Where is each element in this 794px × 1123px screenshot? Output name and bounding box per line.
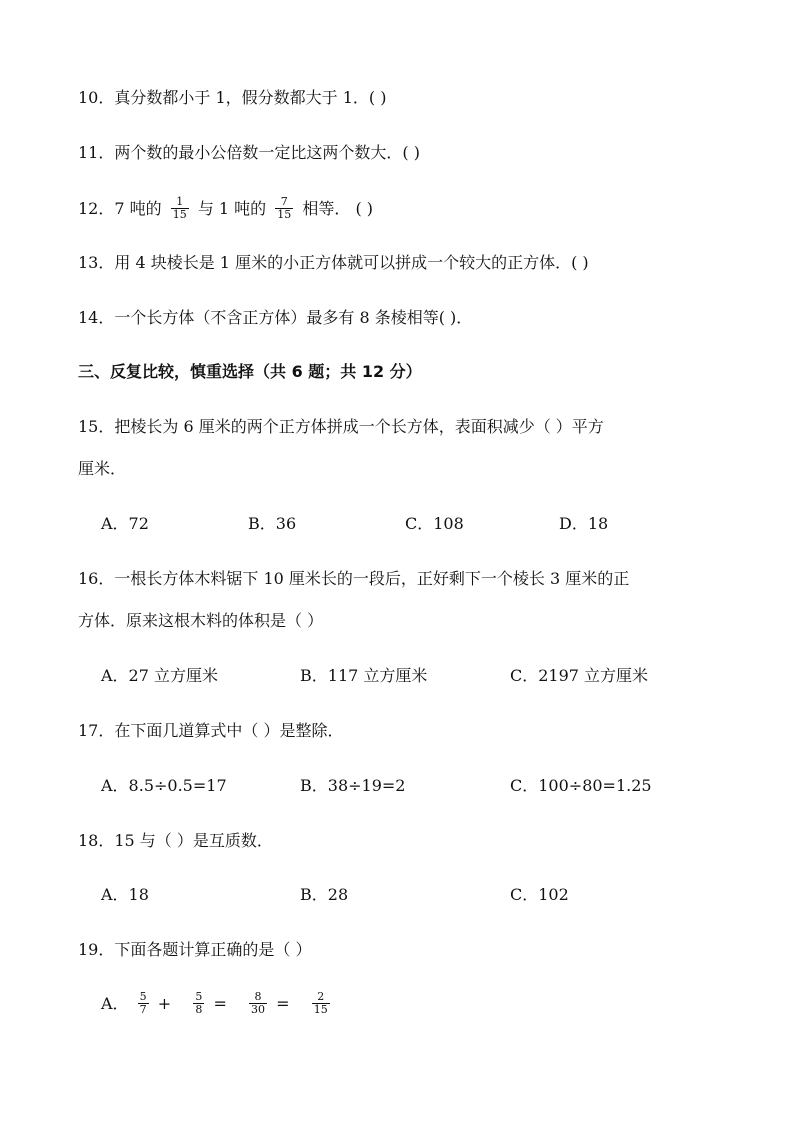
question-18: 18．15 与（ ）是互质数． [78, 831, 273, 850]
q19-a-fraction-2 [193, 991, 204, 1016]
q12-fraction-2 [275, 196, 293, 221]
question-16-line-2: 方体．原来这根木料的体积是（ ） [78, 611, 324, 630]
q19-a-fraction-4 [312, 991, 330, 1016]
q12-f2-num: 7 [280, 195, 288, 208]
question-15-line-1: 15．把棱长为 6 厘米的两个正方体拼成一个长方体，表面积减少（ ）平方 [78, 417, 604, 436]
q12-text-c: 相等． ( ) [302, 199, 374, 218]
q12-fraction-1 [171, 196, 189, 221]
question-13: 13．用 4 块棱长是 1 厘米的小正方体就可以拼成一个较大的正方体．( ) [78, 253, 589, 272]
question-16-line-1: 16．一根长方体木料锯下 10 厘米长的一段后，正好剩下一个棱长 3 厘米的正 [78, 569, 630, 588]
q12-text-b: 与 1 吨的 [197, 199, 267, 218]
q12-f2-den: 15 [277, 208, 292, 221]
q19-a-f1-den: 7 [139, 1003, 147, 1016]
question-15-line-2: 厘米． [78, 459, 127, 478]
q15-option-d: D．18 [559, 514, 609, 533]
q19-a-f2-den: 8 [195, 1003, 203, 1016]
q18-option-c: C．102 [510, 885, 569, 904]
q19-a-f2-num: 5 [195, 990, 203, 1003]
q19-a-f3-den: 30 [251, 1003, 266, 1016]
section-3-heading: 三、反复比较，慎重选择（共 6 题；共 12 分） [78, 362, 422, 381]
q16-option-a: A．27 立方厘米 [101, 666, 219, 685]
q16-option-b: B．117 立方厘米 [300, 666, 428, 685]
q19-a-f1-num: 5 [139, 990, 147, 1003]
q19-a-f3-num: 8 [254, 990, 262, 1003]
q19-a-fraction-3 [249, 991, 267, 1016]
q12-text-a: 12．7 吨的 [78, 199, 162, 218]
question-14: 14．一个长方体（不含正方体）最多有 8 条棱相等( )． [78, 308, 473, 327]
q17-option-c: C．100÷80=1.25 [510, 776, 652, 795]
question-17: 17．在下面几道算式中（ ）是整除． [78, 721, 344, 740]
q12-f1-den: 15 [172, 208, 187, 221]
q15-option-c: C．108 [405, 514, 464, 533]
q19-a-f4-den: 15 [313, 1003, 328, 1016]
question-12 [78, 197, 373, 222]
q19-a-equals-1: = [213, 994, 227, 1013]
q19-a-f4-num: 2 [317, 990, 325, 1003]
question-19: 19．下面各题计算正确的是（ ） [78, 940, 312, 959]
q18-option-a: A．18 [101, 885, 149, 904]
q15-option-a: A．72 [101, 514, 149, 533]
q17-option-b: B．38÷19=2 [300, 776, 406, 795]
q16-option-c: C．2197 立方厘米 [510, 666, 649, 685]
q19-a-plus: + [157, 994, 172, 1013]
q19-a-label: A． [101, 994, 129, 1013]
q18-option-b: B．28 [300, 885, 349, 904]
q19-a-equals-2: = [276, 994, 290, 1013]
q19-a-fraction-1 [138, 991, 149, 1016]
q12-f1-num: 1 [176, 195, 184, 208]
q15-option-b: B．36 [248, 514, 297, 533]
question-10: 10．真分数都小于 1，假分数都大于 1．( ) [78, 88, 387, 107]
question-11: 11．两个数的最小公倍数一定比这两个数大．( ) [78, 143, 420, 162]
q17-option-a: A．8.5÷0.5=17 [101, 776, 227, 795]
q19-option-a [101, 992, 334, 1017]
